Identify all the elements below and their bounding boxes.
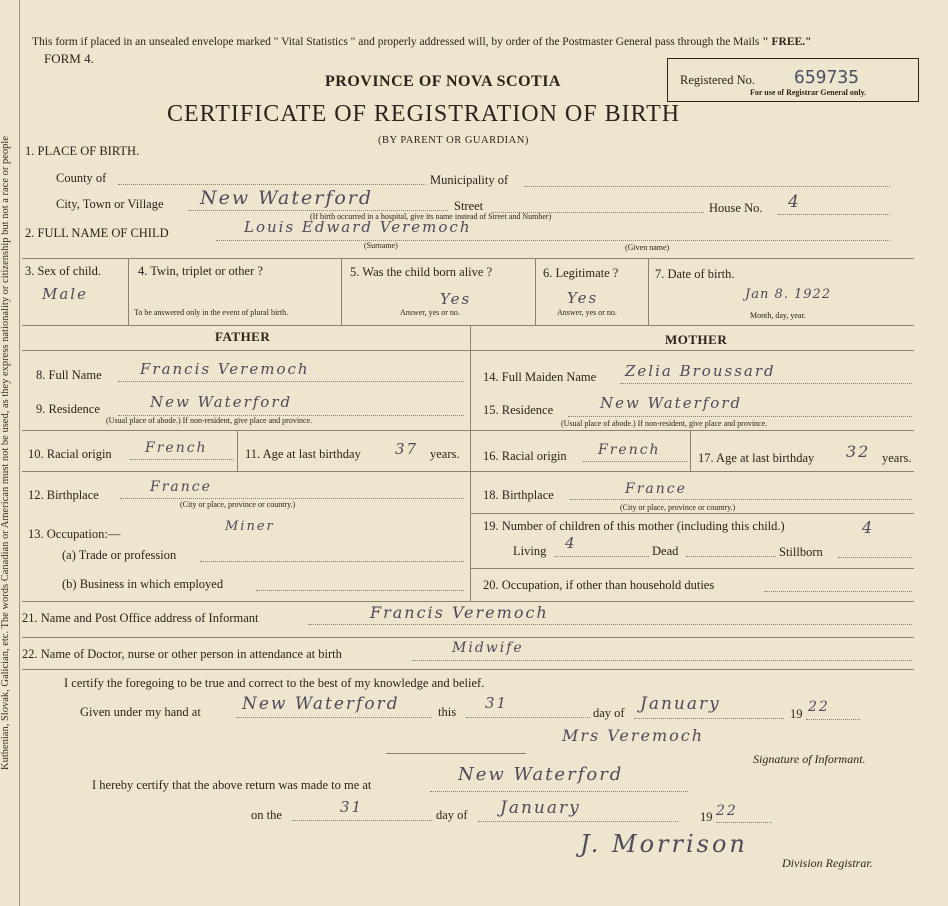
margin-rule: [19, 0, 20, 906]
mother-name-value: Zelia Broussard: [625, 362, 776, 380]
registrar-place-line: [430, 791, 688, 792]
registered-number: 659735: [794, 67, 860, 88]
mother-birthplace-note: (City or place, province or country.): [620, 503, 736, 512]
rule: [22, 350, 914, 351]
stillborn-label: Stillborn: [779, 545, 823, 559]
sex-label: 3. Sex of child.: [25, 264, 102, 278]
city-line: [188, 210, 448, 211]
registrar-month-line: [478, 821, 678, 822]
given-year-value: 22: [808, 699, 830, 715]
street-label: Street: [454, 199, 484, 213]
father-name-value: Francis Veremoch: [140, 360, 310, 378]
dob-note: Month, day, year.: [750, 311, 806, 320]
born-alive-value: Yes: [440, 290, 472, 308]
house-label: House No.: [709, 201, 763, 215]
trade-label: (a) Trade or profession: [62, 548, 177, 562]
divider: [237, 430, 238, 471]
short-rule: [386, 753, 526, 754]
dob-label: 7. Date of birth.: [655, 267, 735, 281]
rule: [470, 568, 914, 569]
informant-signature-label: Signature of Informant.: [753, 752, 866, 766]
given-year-prefix: 19: [790, 707, 803, 721]
mother-name-label: 14. Full Maiden Name: [483, 370, 597, 384]
doctor-line: [412, 660, 912, 661]
rule: [22, 601, 914, 602]
registrar-year-value: 22: [716, 803, 738, 819]
mother-birthplace-value: France: [625, 481, 687, 497]
children-value: 4: [862, 518, 875, 537]
twin-note: To be answered only in the event of plural birth.: [134, 308, 289, 317]
postal-notice-text: This form if placed in an unsealed envelope marked " Vital Statistics " and properly addressed will, by order of the Postmaster General pass through the Mails: [32, 36, 760, 48]
sex-value: Male: [42, 285, 88, 303]
row3-bottom-rule: [22, 325, 914, 326]
father-racial-value: French: [145, 440, 208, 456]
father-heading: FATHER: [215, 329, 271, 344]
mother-residence-label: 15. Residence: [483, 403, 554, 417]
rule: [22, 430, 914, 431]
this-label: this: [438, 705, 457, 719]
twin-label: 4. Twin, triplet or other ?: [138, 264, 263, 278]
given-day-value: 31: [485, 694, 509, 712]
county-line: [118, 184, 426, 185]
divider: [648, 258, 649, 325]
children-label: 19. Number of children of this mother (including this child.): [483, 519, 785, 533]
doctor-value: Midwife: [452, 640, 524, 656]
divider: [341, 258, 342, 325]
given-month-value: January: [640, 694, 721, 714]
given-month-line: [634, 718, 784, 719]
house-line: [778, 214, 890, 215]
registered-box: [667, 58, 919, 102]
living-value: 4: [565, 534, 577, 552]
business-label: (b) Business in which employed: [62, 577, 224, 591]
mother-residence-value: New Waterford: [600, 394, 743, 412]
doctor-label: 22. Name of Doctor, nurse or other person in attendance at birth: [22, 647, 342, 661]
registrar-use-note: For use of Registrar General only.: [750, 88, 867, 97]
registrar-day-of-label: day of: [436, 808, 468, 822]
living-label: Living: [513, 544, 547, 558]
given-place-value: New Waterford: [242, 694, 400, 714]
father-birthplace-line: [120, 498, 464, 499]
hospital-note: (If birth occurred in a hospital, give its name instead of Street and Number): [310, 212, 552, 221]
free-label: " FREE.": [762, 36, 812, 48]
given-place-line: [236, 717, 432, 718]
margin-note: Kuthenian, Slovak, Galician, etc. The words Canadian or American must not be used, as they express nationality or citizenship but not a race or people: [0, 136, 11, 771]
mother-birthplace-line: [570, 499, 912, 500]
given-year-line: [806, 719, 860, 720]
divider: [690, 430, 691, 471]
city-label: City, Town or Village: [56, 197, 164, 211]
registered-label: Registered No.: [680, 73, 755, 87]
informant-value: Francis Veremoch: [370, 603, 549, 622]
registrar-text: I hereby certify that the above return was made to me at: [92, 778, 372, 792]
child-name-line: [216, 240, 890, 241]
row3-top-rule: [22, 258, 914, 259]
mother-residence-note: (Usual place of abode.) If non-resident, give place and province.: [561, 419, 768, 428]
municipality-line: [524, 186, 890, 187]
registrar-day-value: 31: [340, 798, 364, 816]
registrar-day-line: [292, 820, 432, 821]
municipality-label: Municipality of: [430, 173, 509, 187]
father-years-label: years.: [430, 447, 460, 461]
father-age-label: 11. Age at last birthday: [245, 447, 361, 461]
given-name-caption: (Given name): [625, 243, 670, 252]
surname-caption: (Surname): [364, 241, 398, 250]
father-racial-label: 10. Racial origin: [28, 447, 112, 461]
certify-text: I certify the foregoing to be true and correct to the best of my knowledge and belief.: [64, 676, 485, 690]
registrar-month-value: January: [500, 798, 581, 818]
registrar-place-value: New Waterford: [458, 764, 624, 785]
given-day-of-label: day of: [593, 706, 625, 720]
living-line: [555, 556, 649, 557]
informant-line: [308, 624, 912, 625]
dead-line: [686, 556, 776, 557]
dob-value: Jan 8. 1922: [745, 287, 832, 302]
father-birthplace-note: (City or place, province or country.): [180, 500, 296, 509]
mother-occupation-line: [764, 591, 912, 592]
mother-years-label: years.: [882, 451, 912, 465]
city-value: New Waterford: [200, 187, 374, 209]
mother-residence-line: [568, 416, 912, 417]
divider: [535, 258, 536, 325]
legitimate-label: 6. Legitimate ?: [543, 266, 619, 280]
rule: [22, 471, 914, 472]
given-under-label: Given under my hand at: [80, 705, 201, 719]
registrar-signature-label: Division Registrar.: [782, 856, 873, 870]
born-alive-note: Answer, yes or no.: [400, 308, 460, 317]
mother-birthplace-label: 18. Birthplace: [483, 488, 554, 502]
dead-label: Dead: [652, 544, 679, 558]
certificate-title: CERTIFICATE OF REGISTRATION OF BIRTH: [167, 101, 681, 127]
house-value: 4: [788, 192, 801, 212]
registrar-year-line: [716, 822, 772, 823]
form-number: FORM 4.: [44, 51, 94, 66]
father-name-line: [118, 381, 464, 382]
child-name-value: Louis Edward Veremoch: [244, 218, 472, 236]
father-occupation-label: 13. Occupation:—: [28, 527, 121, 541]
legitimate-note: Answer, yes or no.: [557, 308, 617, 317]
father-name-label: 8. Full Name: [36, 368, 102, 382]
informant-label: 21. Name and Post Office address of Informant: [22, 611, 259, 625]
mother-heading: MOTHER: [665, 332, 728, 347]
father-racial-line: [130, 459, 234, 460]
father-age-value: 37: [395, 440, 419, 458]
mother-occupation-label: 20. Occupation, if other than household duties: [483, 578, 715, 592]
stillborn-line: [838, 557, 912, 558]
postal-notice: [32, 36, 811, 48]
mother-age-label: 17. Age at last birthday: [698, 451, 815, 465]
business-line: [256, 590, 464, 591]
registrar-signature: J. Morrison: [580, 830, 748, 858]
rule: [22, 637, 914, 638]
given-day-line: [466, 717, 590, 718]
child-name-label: 2. FULL NAME OF CHILD: [25, 226, 169, 240]
father-birthplace-value: France: [150, 479, 212, 495]
informant-signature: Mrs Veremoch: [562, 726, 705, 745]
mother-age-value: 32: [846, 442, 871, 461]
mother-name-line: [620, 383, 912, 384]
father-residence-value: New Waterford: [150, 393, 293, 411]
father-residence-note: (Usual place of abode.) If non-resident, give place and province.: [106, 416, 313, 425]
father-birthplace-label: 12. Birthplace: [28, 488, 99, 502]
on-the-label: on the: [251, 808, 282, 822]
registrar-year-prefix: 19: [700, 810, 713, 824]
father-occupation-value: Miner: [225, 519, 275, 534]
rule: [470, 513, 914, 514]
certificate-subtitle: (BY PARENT OR GUARDIAN): [378, 135, 529, 146]
parents-divider: [470, 325, 471, 601]
legitimate-value: Yes: [567, 289, 599, 307]
county-label: County of: [56, 171, 107, 185]
divider: [128, 258, 129, 325]
mother-racial-label: 16. Racial origin: [483, 449, 567, 463]
father-residence-label: 9. Residence: [36, 402, 100, 416]
rule: [22, 669, 914, 670]
place-of-birth-heading: 1. PLACE OF BIRTH.: [25, 144, 140, 158]
province-heading: PROVINCE OF NOVA SCOTIA: [325, 73, 561, 90]
born-alive-label: 5. Was the child born alive ?: [350, 265, 493, 279]
mother-racial-line: [583, 461, 687, 462]
trade-line: [200, 561, 464, 562]
mother-racial-value: French: [598, 442, 661, 458]
